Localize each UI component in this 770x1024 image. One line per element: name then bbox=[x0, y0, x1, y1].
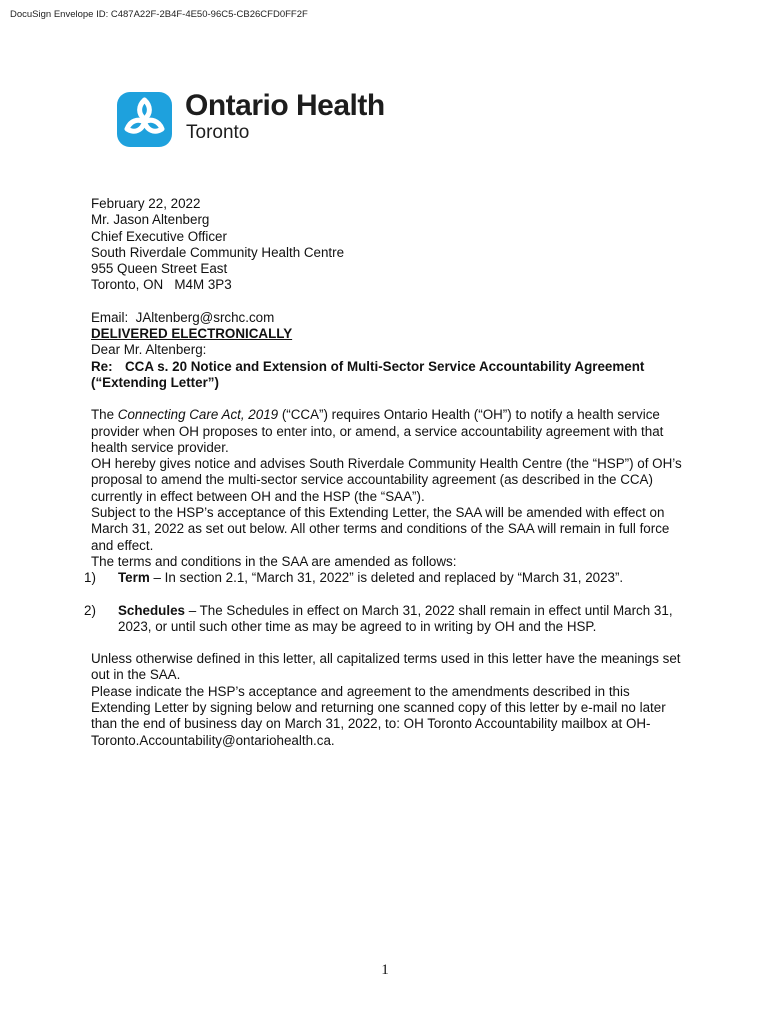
re-label: Re: bbox=[91, 358, 113, 374]
recipient-name: Mr. Jason Altenberg bbox=[91, 212, 210, 228]
paragraph-definitions: Unless otherwise defined in this letter, all capitalized terms used in this letter have the meanings set out in the SAA. bbox=[91, 651, 681, 683]
page-number: 1 bbox=[381, 962, 389, 978]
list-text: – In section 2.1, “March 31, 2022” is deleted and replaced by “March 31, 2023”. bbox=[149, 570, 624, 586]
recipient-street: 955 Queen Street East bbox=[91, 261, 228, 277]
recipient-city: Toronto, ON M4M 3P3 bbox=[91, 277, 232, 293]
list-text: – The Schedules in effect on March 31, 2022 shall remain in effect until March 31, 2023, or until such other time as may be agreed to in writing by OH and the HSP. bbox=[118, 602, 673, 634]
paragraph-notice: OH hereby gives notice and advises South Riverdale Community Health Centre (the “HSP”) of OH’s proposal to amend the multi-sector service accountability agreement (as described in the CCA) currently in effect between OH and the HSP (the “SAA”). bbox=[91, 456, 682, 504]
recipient-email: Email: JAltenberg@srchc.com bbox=[91, 309, 275, 325]
list-term: Schedules bbox=[118, 602, 185, 618]
recipient-organization: South Riverdale Community Health Centre bbox=[91, 244, 345, 260]
letter-date: February 22, 2022 bbox=[91, 196, 201, 211]
list-number: 2) bbox=[84, 602, 96, 618]
paragraph-cca bbox=[91, 407, 691, 456]
paragraph-terms-intro: The terms and conditions in the SAA are amended as follows: bbox=[91, 553, 457, 569]
letter-body bbox=[84, 196, 691, 749]
subject-line bbox=[91, 359, 691, 392]
act-name: Connecting Care Act, 2019 bbox=[117, 407, 279, 423]
logo-subtitle: Toronto bbox=[186, 122, 250, 143]
para1-rest: (“CCA”) requires Ontario Health (“OH”) to notify a health service provider when OH proposes to enter into, or amend, a service accountability agreement with that health service provider. bbox=[91, 407, 664, 455]
trillium-icon bbox=[117, 92, 172, 147]
recipient-title: Chief Executive Officer bbox=[91, 228, 227, 244]
delivery-note: DELIVERED ELECTRONICALLY bbox=[91, 326, 293, 342]
paragraph-acceptance: Please indicate the HSP’s acceptance and agreement to the amendments described in this Extending Letter by signing below and returning one scanned copy of this letter by e-mail no later than the end of business day on March 31, 2022, to: OH Toronto Accountability mailbox at OH-Toronto.Accountability@ontariohealth.ca. bbox=[91, 683, 666, 748]
logo-title: Ontario Health bbox=[185, 89, 385, 122]
docusign-envelope-id: DocuSign Envelope ID: C487A22F-2B4F-4E50-96C5-CB26CFD0FF2F bbox=[10, 9, 308, 20]
list-item bbox=[84, 602, 691, 636]
salutation: Dear Mr. Altenberg: bbox=[91, 342, 207, 358]
paragraph-subject: Subject to the HSP’s acceptance of this Extending Letter, the SAA will be amended with effect on March 31, 2022 as set out below. All other terms and conditions of the SAA will remain in full force and effect. bbox=[91, 505, 670, 553]
re-text-2: (“Extending Letter”) bbox=[91, 374, 219, 390]
list-term: Term bbox=[118, 570, 150, 586]
re-text: CCA s. 20 Notice and Extension of Multi-Sector Service Accountability Agreement bbox=[125, 358, 645, 374]
list-number: 1) bbox=[84, 570, 96, 586]
recipient-address bbox=[91, 212, 691, 293]
list-item bbox=[84, 570, 691, 586]
para1-prefix: The bbox=[91, 407, 118, 423]
